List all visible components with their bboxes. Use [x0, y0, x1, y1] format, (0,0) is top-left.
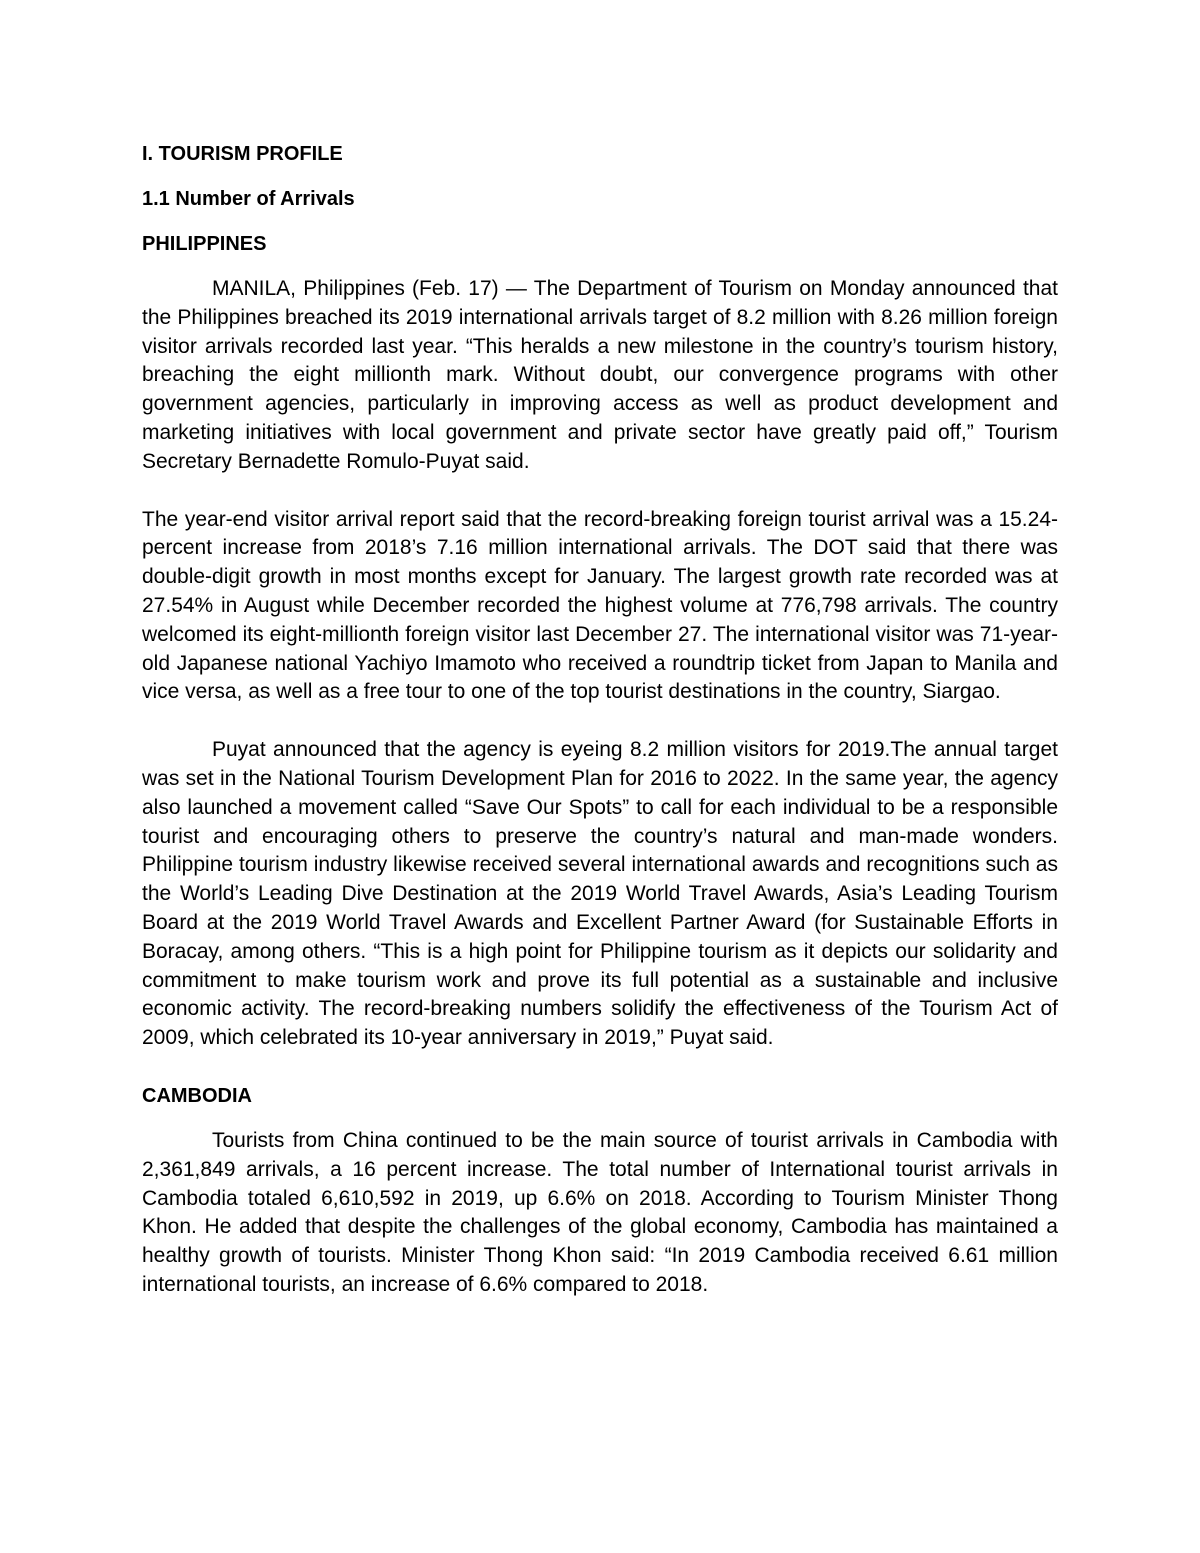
philippines-paragraph-3: Puyat announced that the agency is eyeing 8.2 million visitors for 2019.The annual target was set in the National Tourism Development Plan for 2016 to 2022. In the same year, the agency also launched a movement called “Save Our Spots” to call for each individual to be a responsible tourist and encouraging others to preserve the country’s natural and man-made wonders. Philippine tourism industry likewise received several international awards and recognitions such as the World’s Leading Dive Destination at the 2019 World Travel Awards, Asia’s Leading Tourism Board at the 2019 World Travel Awards and Excellent Partner Award (for Sustainable Efforts in Boracay, among others. “This is a high point for Philippine tourism as it depicts our solidarity and commitment to make tourism work and prove its full potential as a sustainable and inclusive economic activity. The record-breaking numbers solidify the effectiveness of the Tourism Act of 2009, which celebrated its 10-year anniversary in 2019,” Puyat said.	[142, 738, 1058, 1050]
section-title: I. TOURISM PROFILE	[142, 143, 343, 165]
cambodia-paragraph-1: Tourists from China continued to be the main source of tourist arrivals in Cambodia with 2,361,849 arrivals, a 16 percent increase. The total number of International tourist arrivals in Cambodia totaled 6,610,592 in 2019, up 6.6% on 2018. According to Tourism Minister Thong Khon. He added that despite the challenges of the global economy, Cambodia has maintained a healthy growth of tourists. Minister Thong Khon said: “In 2019 Cambodia received 6.61 million international tourists, an increase of 6.6% compared to 2018.	[142, 1128, 1058, 1296]
philippines-paragraph-1: MANILA, Philippines (Feb. 17) — The Department of Tourism on Monday announced that the Philippines breached its 2019 international arrivals target of 8.2 million with 8.26 million foreign visitor arrivals recorded last year. “This heralds a new milestone in the country’s tourism history, breaching the eight millionth mark. Without doubt, our convergence programs with other government agencies, particularly in improving access as well as product development and marketing initiatives with local government and private sector have greatly paid off,” Tourism Secretary Bernadette Romulo-Puyat said.	[142, 277, 1058, 473]
subsection-title: 1.1 Number of Arrivals	[142, 188, 355, 210]
cambodia-heading: CAMBODIA	[142, 1084, 252, 1107]
philippines-paragraph-2: The year-end visitor arrival report said that the record-breaking foreign tourist arrival was a 15.24-percent increase from 2018’s 7.16 million international arrivals. The DOT said that there was double-digit growth in most months except for January. The largest growth rate recorded was at 27.54% in August while December recorded the highest volume at 776,798 arrivals. The country welcomed its eight-millionth foreign visitor last December 27. The international visitor was 71-year-old Japanese national Yachiyo Imamoto who received a roundtrip ticket from Japan to Manila and vice versa, as well as a free tour to one of the top tourist destinations in the country, Siargao.	[142, 507, 1058, 704]
philippines-heading: PHILIPPINES	[142, 233, 267, 255]
document-page	[142, 140, 1058, 1300]
